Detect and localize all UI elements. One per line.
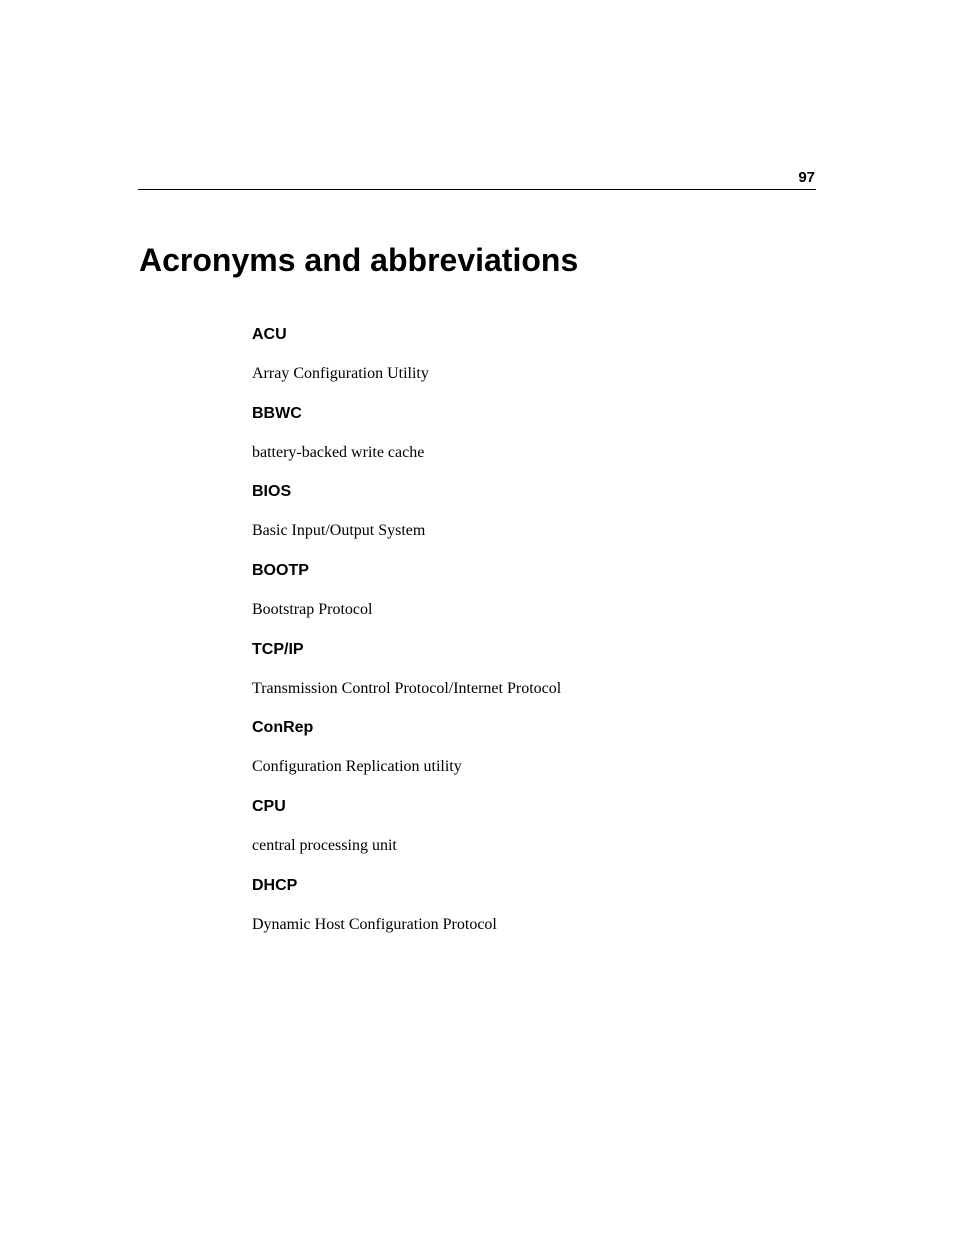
acronym-definition: battery-backed write cache <box>252 443 425 461</box>
acronym-entry <box>252 873 812 952</box>
header-rule <box>138 189 816 190</box>
acronym-definition: Configuration Replication utility <box>252 758 462 776</box>
acronym-entry <box>252 794 812 873</box>
acronym-list <box>252 322 812 952</box>
acronym-term: TCP/IP <box>252 640 304 658</box>
acronym-definition: Array Configuration Utility <box>252 365 429 382</box>
page-number: 97 <box>798 169 815 186</box>
acronym-term: ACU <box>252 326 287 343</box>
acronym-term: BBWC <box>252 404 302 422</box>
acronym-entry <box>252 637 812 716</box>
acronym-definition: Bootstrap Protocol <box>252 601 373 619</box>
acronym-term: CPU <box>252 798 286 816</box>
acronym-definition: Dynamic Host Configuration Protocol <box>252 915 497 933</box>
acronym-term: DHCP <box>252 876 298 894</box>
page-title: Acronyms and abbreviations <box>139 242 579 278</box>
acronym-definition: central processing unit <box>252 837 397 855</box>
acronym-term: BIOS <box>252 483 292 501</box>
acronym-definition: Basic Input/Output System <box>252 522 426 540</box>
acronym-entry <box>252 322 812 401</box>
acronym-term: ConRep <box>252 719 314 737</box>
acronym-definition: Transmission Control Protocol/Internet Protocol <box>252 679 562 697</box>
acronym-entry <box>252 715 812 794</box>
acronym-entry <box>252 558 812 637</box>
acronym-term: BOOTP <box>252 562 309 580</box>
acronym-entry <box>252 479 812 558</box>
acronym-entry <box>252 401 812 480</box>
